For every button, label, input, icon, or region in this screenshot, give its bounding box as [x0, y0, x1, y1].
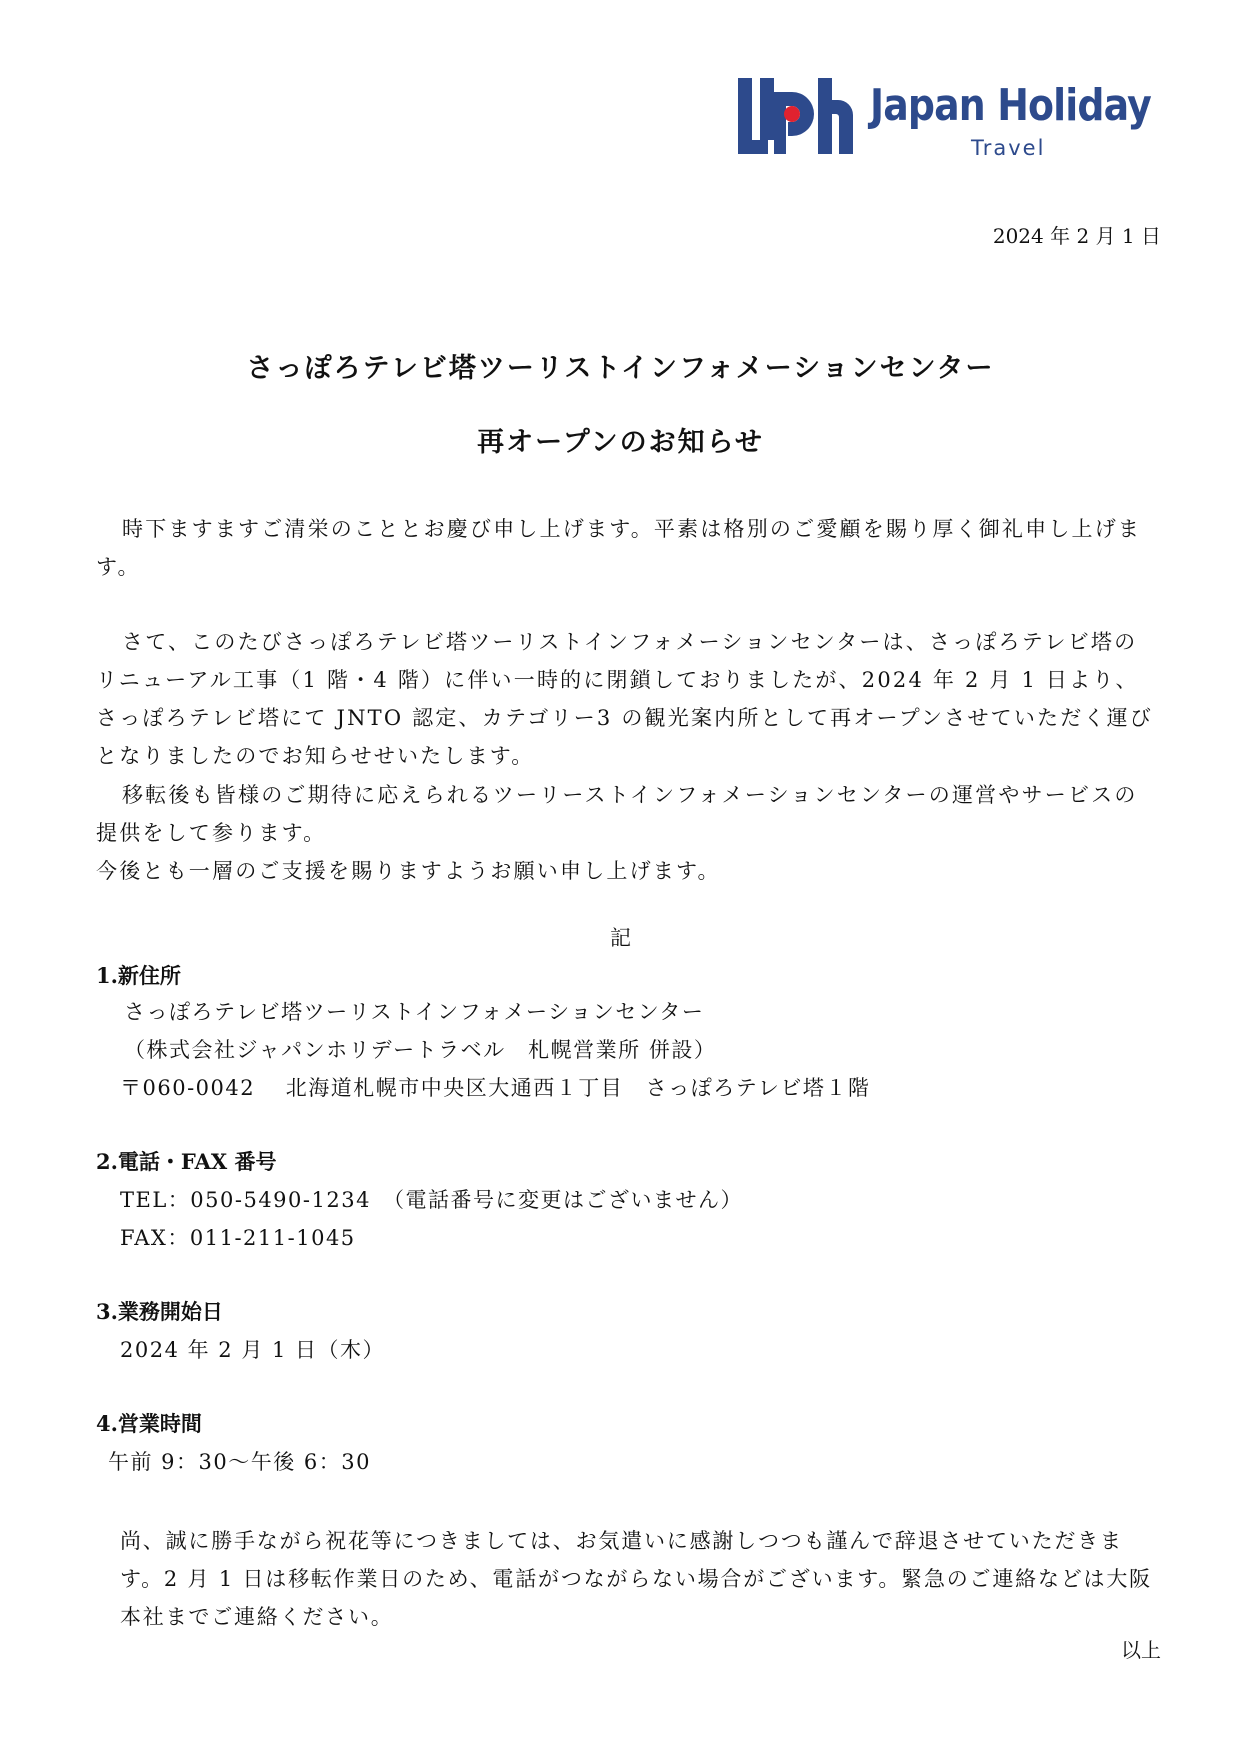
fax-number: FAX：011-211-1045 — [120, 1226, 356, 1250]
announcement-paragraph: さて、このたびさっぽろテレビ塔ツーリストインフォメーションセンターは、さっぽろテレビ塔のリニューアル工事（1 階・4 階）に伴い一時的に閉鎖しておりましたが、2024 年 2 月 1 日より、さっぽろテレビ塔にて JNTO 認定、カテゴリー3 の観光案内所として再オープンさせていただく運びとなりましたのでお知らせせいたします。 — [96, 630, 1154, 768]
logo-subtitle: Travel — [971, 136, 1046, 160]
address-line: 〒060-0042 北海道札幌市中央区大通西１丁目 さっぽろテレビ塔１階 — [120, 1076, 871, 1100]
service-paragraph: 移転後も皆様のご期待に応えられるツーリーストインフォメーションセンターの運営やサービスの提供をして参ります。 — [96, 783, 1138, 845]
phone-heading: 2.電話・FAX 番号 — [96, 1149, 277, 1174]
start-date-value: 2024 年 2 月 1 日（木） — [120, 1338, 386, 1362]
address-line: （株式会社ジャパンホリデートラベル 札幌営業所 併設） — [124, 1038, 717, 1062]
greeting-paragraph: 時下ますますご清栄のこととお慶び申し上げます。平素は格別のご愛顧を賜り厚く御礼申し上げます。 — [96, 517, 1142, 579]
hours-heading: 4.営業時間 — [96, 1411, 202, 1436]
closing-request-paragraph: 今後とも一層のご支援を賜りますようお願い申し上げます。 — [96, 859, 721, 883]
logo-name: Japan Holiday — [870, 80, 1151, 131]
note-paragraph: 尚、誠に勝手ながら祝花等につきましては、お気遣いに感謝しつつも謹んで辞退させていただきます。2 月 1 日は移転作業日のため、電話がつながらない場合がございます。緊急のご連絡などは大阪本社までご連絡ください。 — [120, 1529, 1152, 1629]
jph-logo-mark — [738, 78, 853, 154]
address-heading: 1.新住所 — [96, 963, 181, 988]
closing-mark: 以上 — [1121, 1638, 1161, 1662]
document-date: 2024 年 2 月 1 日 — [992, 224, 1161, 248]
document-title: さっぽろテレビ塔ツーリストインフォメーションセンター — [246, 353, 995, 384]
start-date-heading: 3.業務開始日 — [96, 1299, 223, 1324]
ki-heading: 記 — [610, 926, 631, 950]
hours-value: 午前 9：30～午後 6：30 — [108, 1450, 372, 1474]
address-line: さっぽろテレビ塔ツーリストインフォメーションセンター — [124, 1000, 705, 1024]
company-logo — [738, 78, 1158, 158]
tel-number: TEL：050-5490-1234 （電話番号に変更はございません） — [120, 1188, 743, 1212]
document-subtitle: 再オープンのお知らせ — [477, 427, 764, 458]
